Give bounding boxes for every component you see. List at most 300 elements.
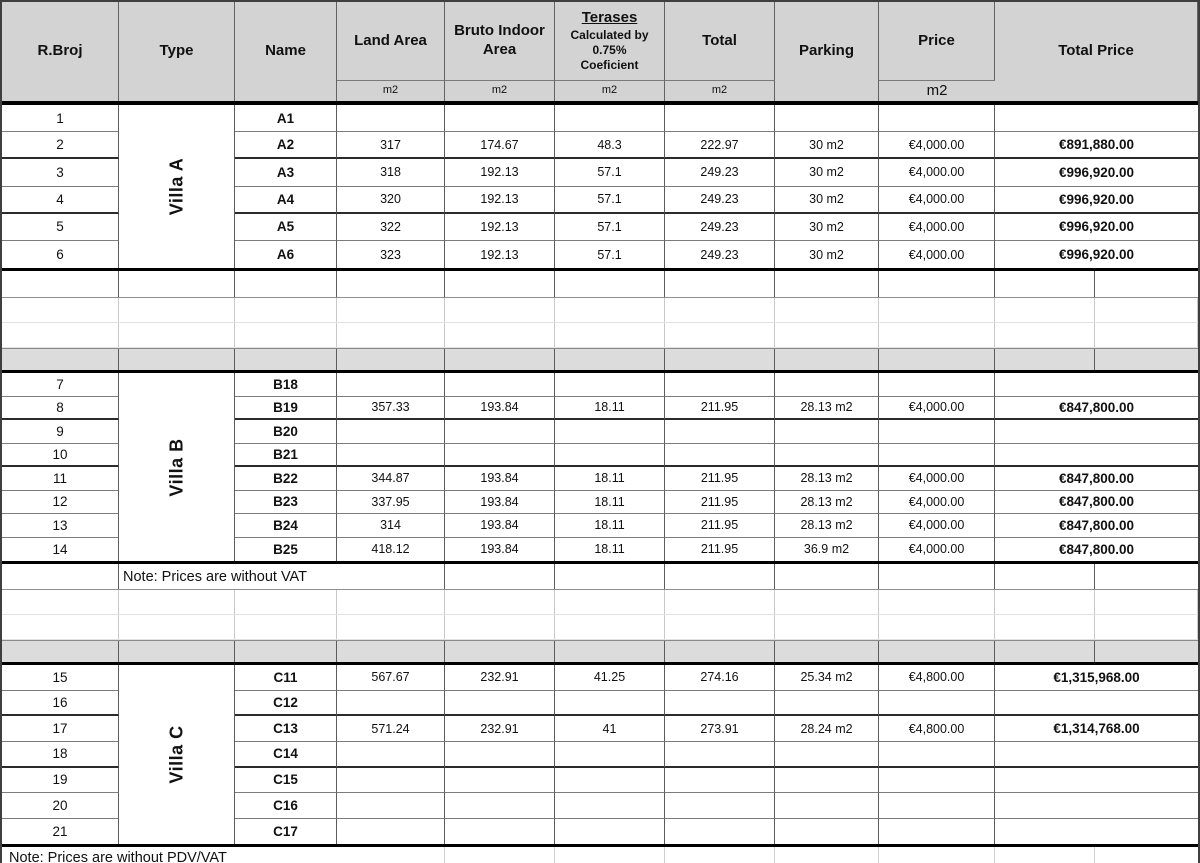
cell-land-area: 322 bbox=[337, 214, 445, 241]
empty-faint-row bbox=[2, 590, 1198, 615]
cell-total-price: €847,800.00 bbox=[995, 467, 1198, 491]
type-column-spacer bbox=[119, 132, 235, 159]
empty-cell bbox=[775, 641, 879, 662]
type-column-spacer bbox=[119, 187, 235, 214]
gray-band-row bbox=[2, 348, 1198, 370]
empty-cell bbox=[2, 641, 119, 662]
cell-rbroj: 18 bbox=[2, 742, 119, 768]
type-column-spacer bbox=[119, 159, 235, 186]
cell-total: 211.95 bbox=[665, 514, 775, 538]
type-column-spacer bbox=[119, 397, 235, 421]
empty-cell bbox=[555, 564, 665, 589]
cell-land-area bbox=[337, 691, 445, 717]
empty-cell bbox=[337, 271, 445, 297]
cell-total-price: €847,800.00 bbox=[995, 514, 1198, 538]
cell-bruto-area bbox=[445, 373, 555, 397]
cell-name: B21 bbox=[235, 444, 337, 468]
cell-total bbox=[665, 420, 775, 444]
cell-rbroj: 4 bbox=[2, 187, 119, 214]
villa-a-section bbox=[2, 105, 1198, 271]
cell-rbroj: 6 bbox=[2, 241, 119, 268]
cell-name: A1 bbox=[235, 105, 337, 132]
cell-rbroj: 3 bbox=[2, 159, 119, 186]
empty-cell bbox=[2, 271, 119, 297]
empty-cell bbox=[119, 323, 235, 347]
cell-price bbox=[879, 420, 995, 444]
cell-name: A5 bbox=[235, 214, 337, 241]
empty-cell bbox=[879, 349, 995, 370]
empty-bordered-row bbox=[2, 271, 1198, 298]
empty-cell bbox=[119, 271, 235, 297]
cell-total bbox=[665, 742, 775, 768]
empty-cell bbox=[1095, 323, 1198, 347]
cell-land-area bbox=[337, 373, 445, 397]
empty-cell bbox=[235, 298, 337, 322]
empty-cell bbox=[995, 590, 1095, 614]
cell-terases: 18.11 bbox=[555, 538, 665, 562]
empty-cell bbox=[555, 641, 665, 662]
type-column-spacer bbox=[119, 420, 235, 444]
empty-cell bbox=[665, 323, 775, 347]
header-rbroj: R.Broj bbox=[2, 2, 119, 101]
cell-rbroj: 8 bbox=[2, 397, 119, 421]
cell-rbroj: 1 bbox=[2, 105, 119, 132]
cell-parking bbox=[775, 768, 879, 794]
gray-band-row bbox=[2, 640, 1198, 662]
cell-name: C11 bbox=[235, 665, 337, 691]
cell-total-price bbox=[995, 373, 1198, 397]
cell-parking: 28.13 m2 bbox=[775, 514, 879, 538]
cell-bruto-area: 193.84 bbox=[445, 467, 555, 491]
empty-cell bbox=[879, 271, 995, 297]
cell-price: €4,000.00 bbox=[879, 159, 995, 186]
cell-total-price: €996,920.00 bbox=[995, 187, 1198, 214]
header-terases bbox=[555, 2, 665, 80]
note-vat: Note: Prices are without VAT bbox=[119, 564, 445, 589]
cell-parking: 25.34 m2 bbox=[775, 665, 879, 691]
cell-price: €4,000.00 bbox=[879, 514, 995, 538]
cell-parking: 30 m2 bbox=[775, 132, 879, 159]
empty-cell bbox=[445, 298, 555, 322]
type-column-spacer bbox=[119, 514, 235, 538]
empty-cell bbox=[879, 615, 995, 639]
cell-total: 249.23 bbox=[665, 214, 775, 241]
empty-cell bbox=[445, 564, 555, 589]
cell-rbroj: 7 bbox=[2, 373, 119, 397]
empty-cell bbox=[445, 615, 555, 639]
empty-cell bbox=[445, 590, 555, 614]
empty-cell bbox=[445, 641, 555, 662]
cell-total-price: €1,314,768.00 bbox=[995, 716, 1198, 742]
cell-name: B18 bbox=[235, 373, 337, 397]
cell-total-price bbox=[995, 105, 1198, 132]
cell-parking: 28.13 m2 bbox=[775, 397, 879, 421]
cell-total-price bbox=[995, 768, 1198, 794]
empty-cell bbox=[235, 271, 337, 297]
empty-cell bbox=[555, 590, 665, 614]
cell-price: €4,000.00 bbox=[879, 241, 995, 268]
cell-terases bbox=[555, 819, 665, 845]
cell-total-price bbox=[995, 420, 1198, 444]
header-terases-unit: m2 bbox=[555, 80, 665, 101]
cell-land-area: 337.95 bbox=[337, 491, 445, 515]
empty-cell bbox=[775, 615, 879, 639]
empty-cell bbox=[235, 349, 337, 370]
cell-land-area bbox=[337, 793, 445, 819]
cell-bruto-area: 192.13 bbox=[445, 187, 555, 214]
cell-name: A3 bbox=[235, 159, 337, 186]
cell-name: B25 bbox=[235, 538, 337, 562]
empty-cell bbox=[665, 641, 775, 662]
cell-bruto-area: 232.91 bbox=[445, 665, 555, 691]
empty-cell bbox=[995, 847, 1095, 863]
cell-price: €4,000.00 bbox=[879, 187, 995, 214]
empty-cell bbox=[775, 564, 879, 589]
empty-cell bbox=[337, 590, 445, 614]
type-column-spacer bbox=[119, 716, 235, 742]
empty-cell bbox=[1095, 298, 1198, 322]
empty-cell bbox=[119, 641, 235, 662]
empty-cell bbox=[879, 323, 995, 347]
cell-price bbox=[879, 768, 995, 794]
empty-cell bbox=[1095, 564, 1198, 589]
cell-name: C16 bbox=[235, 793, 337, 819]
cell-parking bbox=[775, 373, 879, 397]
cell-terases bbox=[555, 793, 665, 819]
empty-cell bbox=[235, 641, 337, 662]
empty-cell bbox=[337, 349, 445, 370]
cell-parking: 28.13 m2 bbox=[775, 491, 879, 515]
cell-land-area: 571.24 bbox=[337, 716, 445, 742]
cell-terases: 18.11 bbox=[555, 491, 665, 515]
empty-cell bbox=[119, 590, 235, 614]
cell-land-area: 318 bbox=[337, 159, 445, 186]
cell-terases: 57.1 bbox=[555, 159, 665, 186]
cell-parking bbox=[775, 105, 879, 132]
cell-rbroj: 2 bbox=[2, 132, 119, 159]
cell-price bbox=[879, 691, 995, 717]
cell-terases: 41 bbox=[555, 716, 665, 742]
cell-rbroj: 16 bbox=[2, 691, 119, 717]
cell-price bbox=[879, 105, 995, 132]
cell-land-area: 567.67 bbox=[337, 665, 445, 691]
cell-bruto-area: 193.84 bbox=[445, 514, 555, 538]
cell-parking: 28.13 m2 bbox=[775, 467, 879, 491]
cell-name: C13 bbox=[235, 716, 337, 742]
empty-cell bbox=[879, 564, 995, 589]
cell-total-price: €891,880.00 bbox=[995, 132, 1198, 159]
cell-total: 249.23 bbox=[665, 241, 775, 268]
cell-name: B23 bbox=[235, 491, 337, 515]
empty-cell bbox=[775, 847, 879, 863]
empty-cell bbox=[337, 323, 445, 347]
cell-land-area bbox=[337, 742, 445, 768]
cell-terases bbox=[555, 420, 665, 444]
header-land-area: Land Area bbox=[337, 2, 445, 80]
empty-cell bbox=[119, 615, 235, 639]
empty-cell bbox=[995, 641, 1095, 662]
empty-cell bbox=[555, 349, 665, 370]
cell-terases: 18.11 bbox=[555, 514, 665, 538]
empty-cell bbox=[995, 323, 1095, 347]
cell-name: B20 bbox=[235, 420, 337, 444]
header-land-area-unit: m2 bbox=[337, 80, 445, 101]
cell-parking bbox=[775, 444, 879, 468]
empty-cell bbox=[337, 641, 445, 662]
table-header bbox=[2, 0, 1198, 105]
empty-cell bbox=[2, 349, 119, 370]
cell-price bbox=[879, 819, 995, 845]
cell-price: €4,000.00 bbox=[879, 538, 995, 562]
header-parking: Parking bbox=[775, 2, 879, 101]
cell-total bbox=[665, 768, 775, 794]
cell-parking: 30 m2 bbox=[775, 187, 879, 214]
empty-cell bbox=[665, 349, 775, 370]
empty-cell bbox=[995, 615, 1095, 639]
cell-name: C12 bbox=[235, 691, 337, 717]
empty-cell bbox=[2, 564, 119, 589]
cell-total-price: €847,800.00 bbox=[995, 397, 1198, 421]
cell-name: C17 bbox=[235, 819, 337, 845]
cell-rbroj: 17 bbox=[2, 716, 119, 742]
header-total-unit: m2 bbox=[665, 80, 775, 101]
cell-rbroj: 10 bbox=[2, 444, 119, 468]
villa-c-section bbox=[2, 665, 1198, 847]
type-column-spacer bbox=[119, 691, 235, 717]
cell-terases: 57.1 bbox=[555, 214, 665, 241]
empty-cell bbox=[775, 349, 879, 370]
empty-cell bbox=[665, 590, 775, 614]
empty-cell bbox=[555, 615, 665, 639]
cell-bruto-area bbox=[445, 105, 555, 132]
cell-total-price: €847,800.00 bbox=[1058, 541, 1135, 557]
cell-total: 222.97 bbox=[665, 132, 775, 159]
cell-bruto-area bbox=[445, 444, 555, 468]
cell-bruto-area: 192.13 bbox=[445, 241, 555, 268]
cell-total-price bbox=[995, 742, 1198, 768]
header-bruto-label: Bruto Indoor Area bbox=[454, 22, 545, 58]
cell-name: C14 bbox=[235, 742, 337, 768]
empty-cell bbox=[1095, 641, 1198, 662]
type-column-spacer bbox=[119, 105, 235, 132]
empty-cell bbox=[665, 564, 775, 589]
empty-faint-row bbox=[2, 323, 1198, 348]
type-column-spacer bbox=[119, 373, 235, 397]
cell-total bbox=[665, 373, 775, 397]
empty-cell bbox=[665, 298, 775, 322]
cell-total-price bbox=[995, 444, 1198, 468]
cell-land-area bbox=[337, 444, 445, 468]
empty-cell bbox=[555, 271, 665, 297]
bottom-note-row bbox=[2, 847, 1198, 863]
cell-total-price: €996,920.00 bbox=[995, 159, 1198, 186]
header-name: Name bbox=[235, 2, 337, 101]
cell-bruto-area: 192.13 bbox=[445, 159, 555, 186]
cell-bruto-area bbox=[445, 420, 555, 444]
empty-cell bbox=[665, 847, 775, 863]
cell-terases: 18.11 bbox=[555, 467, 665, 491]
cell-price bbox=[879, 793, 995, 819]
cell-total-price bbox=[995, 691, 1198, 717]
header-terases-sublabel: Calculated by 0.75% Coeficient bbox=[570, 28, 649, 73]
empty-cell bbox=[879, 590, 995, 614]
empty-cell bbox=[337, 298, 445, 322]
cell-bruto-area: 174.67 bbox=[445, 132, 555, 159]
empty-cell bbox=[995, 349, 1095, 370]
note-pdv: Note: Prices are without PDV/VAT bbox=[2, 847, 445, 863]
type-column-spacer bbox=[119, 491, 235, 515]
header-total: Total bbox=[665, 2, 775, 80]
cell-parking bbox=[775, 691, 879, 717]
cell-rbroj: 15 bbox=[2, 665, 119, 691]
cell-terases bbox=[555, 742, 665, 768]
cell-total bbox=[665, 691, 775, 717]
cell-rbroj: 13 bbox=[2, 514, 119, 538]
type-column-spacer bbox=[119, 241, 235, 268]
header-total-price: Total Price bbox=[995, 2, 1198, 101]
cell-total-price bbox=[995, 819, 1198, 845]
cell-rbroj: 5 bbox=[2, 214, 119, 241]
cell-terases: 48.3 bbox=[555, 132, 665, 159]
cell-parking: 36.9 m2 bbox=[775, 538, 879, 562]
cell-total: 249.23 bbox=[665, 187, 775, 214]
empty-cell bbox=[1095, 349, 1198, 370]
empty-cell bbox=[879, 641, 995, 662]
cell-land-area: 314 bbox=[337, 514, 445, 538]
header-type: Type bbox=[119, 2, 235, 101]
cell-land-area: 344.87 bbox=[337, 467, 445, 491]
header-price: Price bbox=[879, 2, 995, 80]
cell-price: €4,000.00 bbox=[879, 214, 995, 241]
empty-cell bbox=[1095, 590, 1198, 614]
cell-rbroj: 14 bbox=[2, 538, 119, 562]
empty-cell bbox=[995, 298, 1095, 322]
cell-parking: 30 m2 bbox=[775, 159, 879, 186]
cell-total-price: €996,920.00 bbox=[1058, 247, 1135, 263]
empty-faint-row bbox=[2, 615, 1198, 640]
cell-parking: 28.24 m2 bbox=[775, 716, 879, 742]
empty-cell bbox=[555, 847, 665, 863]
empty-cell bbox=[445, 271, 555, 297]
cell-bruto-area bbox=[445, 691, 555, 717]
cell-bruto-area: 193.84 bbox=[445, 397, 555, 421]
type-column-spacer bbox=[119, 214, 235, 241]
cell-total-price: €847,800.00 bbox=[995, 491, 1198, 515]
empty-cell bbox=[775, 590, 879, 614]
empty-cell bbox=[1095, 615, 1198, 639]
spacer-block-a-b bbox=[2, 271, 1198, 373]
empty-cell bbox=[775, 323, 879, 347]
cell-total: 211.95 bbox=[665, 467, 775, 491]
cell-price: €4,000.00 bbox=[879, 467, 995, 491]
cell-rbroj: 21 bbox=[2, 819, 119, 845]
empty-cell bbox=[879, 847, 995, 863]
cell-total: 211.95 bbox=[665, 491, 775, 515]
empty-cell bbox=[2, 298, 119, 322]
empty-cell bbox=[555, 298, 665, 322]
cell-terases bbox=[555, 105, 665, 132]
villa-type-text: Villa B bbox=[166, 438, 187, 497]
cell-bruto-area: 193.84 bbox=[445, 538, 555, 562]
cell-name: B22 bbox=[235, 467, 337, 491]
cell-land-area bbox=[337, 819, 445, 845]
cell-total-price: €1,315,968.00 bbox=[995, 665, 1198, 691]
empty-cell bbox=[665, 271, 775, 297]
cell-bruto-area bbox=[445, 768, 555, 794]
cell-parking: 30 m2 bbox=[775, 241, 879, 268]
cell-name: B24 bbox=[235, 514, 337, 538]
empty-cell bbox=[995, 271, 1095, 297]
cell-name: A4 bbox=[235, 187, 337, 214]
cell-bruto-area bbox=[445, 819, 555, 845]
cell-bruto-area: 232.91 bbox=[445, 716, 555, 742]
cell-rbroj: 11 bbox=[2, 467, 119, 491]
cell-name: B19 bbox=[235, 397, 337, 421]
cell-land-area: 323 bbox=[337, 241, 445, 268]
cell-price: €4,000.00 bbox=[879, 132, 995, 159]
empty-cell bbox=[235, 323, 337, 347]
cell-land-area bbox=[337, 768, 445, 794]
cell-land-area: 357.33 bbox=[337, 397, 445, 421]
note-row-vat bbox=[2, 564, 1198, 590]
cell-terases: 18.11 bbox=[555, 397, 665, 421]
empty-cell bbox=[1095, 271, 1198, 297]
empty-cell bbox=[1095, 847, 1198, 863]
type-column-spacer bbox=[119, 665, 235, 691]
empty-cell bbox=[879, 298, 995, 322]
cell-rbroj: 20 bbox=[2, 793, 119, 819]
cell-total: 211.95 bbox=[665, 397, 775, 421]
empty-cell bbox=[235, 590, 337, 614]
cell-land-area: 317 bbox=[337, 132, 445, 159]
cell-parking: 30 m2 bbox=[775, 214, 879, 241]
cell-parking bbox=[775, 420, 879, 444]
cell-rbroj: 12 bbox=[2, 491, 119, 515]
spacer-block-b-c bbox=[2, 564, 1198, 665]
type-column-spacer bbox=[119, 742, 235, 768]
cell-land-area bbox=[337, 105, 445, 132]
villa-type-text: Villa C bbox=[166, 725, 187, 784]
cell-land-area: 418.12 bbox=[337, 538, 445, 562]
empty-cell bbox=[445, 349, 555, 370]
cell-total bbox=[665, 105, 775, 132]
cell-price bbox=[879, 444, 995, 468]
cell-total: 211.95 bbox=[665, 538, 775, 562]
cell-total-price: €996,920.00 bbox=[995, 214, 1198, 241]
cell-bruto-area: 193.84 bbox=[445, 491, 555, 515]
cell-land-area bbox=[337, 420, 445, 444]
cell-parking bbox=[775, 819, 879, 845]
empty-cell bbox=[119, 298, 235, 322]
cell-terases bbox=[555, 373, 665, 397]
type-column-spacer bbox=[119, 444, 235, 468]
empty-cell bbox=[775, 271, 879, 297]
cell-price bbox=[879, 373, 995, 397]
cell-total bbox=[665, 819, 775, 845]
empty-cell bbox=[665, 615, 775, 639]
cell-name: A2 bbox=[235, 132, 337, 159]
empty-cell bbox=[235, 615, 337, 639]
cell-total: 273.91 bbox=[665, 716, 775, 742]
cell-terases bbox=[555, 444, 665, 468]
cell-parking bbox=[775, 742, 879, 768]
villa-type-text: Villa A bbox=[166, 157, 187, 216]
empty-cell bbox=[775, 298, 879, 322]
cell-land-area: 320 bbox=[337, 187, 445, 214]
cell-price: €4,800.00 bbox=[879, 716, 995, 742]
cell-rbroj: 19 bbox=[2, 768, 119, 794]
header-price-unit: m2 bbox=[879, 80, 995, 101]
